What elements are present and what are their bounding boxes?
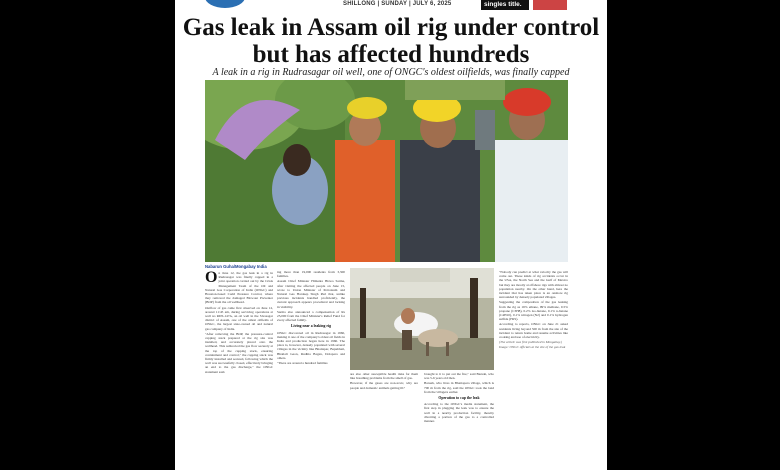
paragraph: n June 12, the gas leak in a rig in Rudrasagar was finally capped in a joint operation carried out by the Crisis Management Team of the Oil and Natural Gas Corporation of India (ONGC) and Houston-based Cudd Pressure Control, where they removed the damaged Blowout Preventer (BOP) from the oil wellhead.: [205, 271, 273, 305]
ad-image: [533, 0, 567, 10]
paragraph: "There are around a hundred families: [277, 361, 328, 366]
paragraph: According to reports, ONGC on June 21 asked residents living beyond 500 m from the site of the incident to return home and resume activities like cooking and use of electricity.: [499, 322, 568, 340]
paragraph: Suggesting the composition of the gas leaking from the rig as 16% ethane, 99% methane, 0.5% propane (C3H8), 0.2% iso-butane, 0.1% n-butane (C4H10), 0.1% nitrogen (N2) and 0.1% hydrogen sulfide (H2S).: [499, 300, 568, 322]
byline: Nabarun Guha/Mongabay India: [205, 264, 267, 269]
masthead-logo: [205, 0, 245, 8]
section-heading: Operation to cap the leak: [438, 396, 480, 401]
subheadline: A leak in a rig in Rudrasagar oil well, one of ONGC's oldest oilfields, was finally capped: [212, 67, 570, 78]
paragraph: "After removing the BOP, the pressure-control capping stack prepared at the rig site was installed, and accurately placed onto the wellhead. This redirected the gas flow securely at the top of the capping stack, ensuring containment and control," the capping stack was firmly installed and secured, following which the well was successfully closed, effectively bringing an end to the gas discharge," the ONGC statement said.: [205, 331, 273, 374]
column-5: [499, 270, 568, 351]
column-3: [350, 372, 418, 391]
paragraph: ONGC discovered oil in Rudrasagar in 1960, making it one of the company's oldest oil fields in India and production began here in 1960. The place is, however, densely populated with several villages in the vicinity like Bhatiapar, Bapubheti, Bhatiali Gaon, Rudhia Bagan, Dolapara and others.: [277, 330, 345, 360]
column-2: [277, 270, 345, 366]
masthead-strip: [175, 0, 607, 11]
paragraph: Outflow of gas came first observed on June 12, around 11:45 am, during servicing operations at well no RDS-147A, an oil well in the Sivasagar district of Assam, one of the oldest oilfields of ONGC, the largest state-owned oil and natural gas company of India.: [205, 305, 273, 331]
column-4: [424, 372, 494, 424]
section-heading: Living near a leaking rig: [290, 324, 331, 329]
paragraph: However, if the gases are non-toxic, why are people and domestic animals getting ill?: [350, 381, 418, 390]
secondary-photo: [350, 268, 494, 370]
paragraph: are also other susceptible health risks for them like breathing problems from the smell of gas.: [350, 372, 418, 381]
paragraph: According to the ONGC's media statement, the first step in plugging the leak was to ensure the well in a nearby production facility, thereby diverting a portion of the gas to a controlled manner.: [424, 402, 494, 424]
paragraph: ing more than 19,000 residents from 3,300 families.: [277, 270, 345, 279]
source-note: (The article was first published in Mongabay.): [499, 340, 563, 345]
column-1: [205, 271, 273, 375]
paragraph: Sarma also announced a compensation of Rs 25,000 from the Chief Minister's Relief Fund for every affected family.: [277, 309, 345, 323]
ad-text: singles title.: [484, 1, 522, 8]
newspaper-page: [175, 0, 607, 470]
paragraph: "Nobody can predict at what velocity the gas will come out. These kinds of rig accidents occur in the USA, the North Sea and the Gulf of Mexico but they are mostly at offshore rigs with almost no population nearby. On the other hand, here the incident that has taken place is an onshore rig surrounded by densely populated villages.: [499, 270, 568, 300]
main-photo: [205, 80, 568, 262]
paragraph: brought to it to put out the fire," said Baruah, who was 5-6 years old then.: [424, 372, 494, 381]
headline: Gas leak in Assam oil rig under control but has affected hundreds: [182, 14, 600, 68]
dateline: SHILLONG | SUNDAY | JULY 6, 2025: [343, 1, 452, 7]
paragraph: Assam Chief Minister Himanta Biswa Sarma, after visiting the affected people on June 15, wrote to Union Minister of Petroleum and Natural Gas Hardeep Singh Puri that, unlike previous incidents handled proficiently, the current approach appears procedural and lacking in visibility.: [277, 279, 345, 309]
image-caption: Image: ONGC officials at the site of the gas leak: [499, 345, 566, 350]
drop-cap: O: [205, 269, 218, 286]
paragraph: Baruah, who lives in Bhatiapara village, which is 700 m from the rig, said the ONGC took the land from the villagers earlier.: [424, 381, 494, 394]
